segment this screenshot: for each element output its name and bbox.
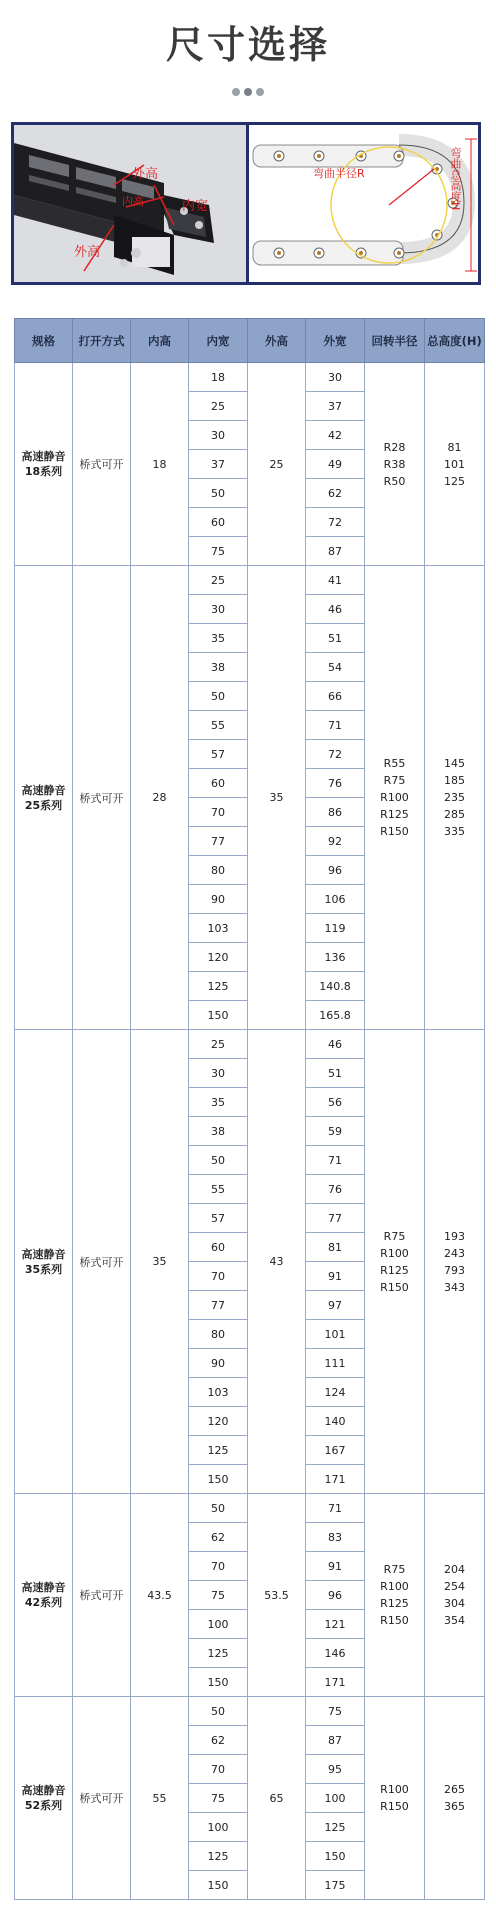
outer-width-cell: 76 (306, 769, 365, 798)
outer-width-cell: 101 (306, 1320, 365, 1349)
total-height-cell (425, 1030, 485, 1494)
total-height-value: 81 (447, 440, 462, 454)
total-height-value: 185 (444, 774, 465, 787)
outer-width-cell: 91 (306, 1262, 365, 1291)
total-height-cell (425, 1697, 485, 1900)
total-height-value: 335 (444, 825, 465, 838)
outer-width-cell: 140.8 (306, 972, 365, 1001)
header-open-type: 打开方式 (73, 319, 131, 363)
outer-height-cell: 53.5 (248, 1494, 306, 1697)
inner-width-cell: 90 (189, 1349, 248, 1378)
outer-width-cell: 54 (306, 653, 365, 682)
size-table (14, 318, 485, 1900)
chain-photo (14, 125, 249, 282)
outer-width-cell: 81 (306, 1233, 365, 1262)
turn-radius-cell (365, 1494, 425, 1697)
outer-width-cell: 87 (306, 1726, 365, 1755)
series-name-line1: 高速静音 (21, 1784, 66, 1797)
turn-radius-cell (365, 1030, 425, 1494)
outer-width-cell: 76 (306, 1175, 365, 1204)
total-height-value: 365 (444, 1800, 465, 1813)
turn-radius-value: R38 (383, 457, 406, 471)
dot-icon (244, 88, 252, 96)
series-name-line1: 高速静音 (21, 1581, 66, 1594)
inner-width-cell: 75 (189, 1581, 248, 1610)
turn-radius-value: R150 (380, 1800, 409, 1813)
inner-width-cell: 125 (189, 1639, 248, 1668)
outer-height-cell: 25 (248, 363, 306, 566)
inner-width-cell: 38 (189, 1117, 248, 1146)
inner-height-cell: 18 (131, 363, 189, 566)
outer-width-cell: 100 (306, 1784, 365, 1813)
inner-width-label: 内宽 (182, 199, 209, 214)
outer-width-cell: 124 (306, 1378, 365, 1407)
total-height-value: 354 (444, 1614, 465, 1627)
total-height-value: 285 (444, 808, 465, 821)
total-height-cell (425, 566, 485, 1030)
inner-width-cell: 50 (189, 1697, 248, 1726)
inner-width-cell: 62 (189, 1523, 248, 1552)
bend-diagram (249, 125, 478, 282)
header-inner-width: 内宽 (189, 319, 248, 363)
outer-width-cell: 75 (306, 1697, 365, 1726)
inner-width-cell: 25 (189, 566, 248, 595)
turn-radius-value: R100 (380, 1783, 409, 1796)
outer-height-label: 外高 (74, 245, 101, 260)
inner-width-cell: 77 (189, 1291, 248, 1320)
total-height-value: 243 (444, 1246, 465, 1260)
outer-width-cell: 86 (306, 798, 365, 827)
outer-width-cell: 171 (306, 1465, 365, 1494)
inner-width-cell: 80 (189, 1320, 248, 1349)
inner-width-cell: 70 (189, 1262, 248, 1291)
inner-width-cell: 57 (189, 740, 248, 769)
outer-width-cell: 37 (306, 392, 365, 421)
turn-radius-value: R150 (380, 1280, 409, 1294)
inner-width-cell: 103 (189, 914, 248, 943)
total-height-cell (425, 1494, 485, 1697)
outer-height-cell: 65 (248, 1697, 306, 1900)
series-name-line1: 高速静音 (21, 450, 66, 463)
open-type-cell: 桥式可开 (73, 1494, 131, 1697)
inner-height-cell: 43.5 (131, 1494, 189, 1697)
inner-width-cell: 30 (189, 1059, 248, 1088)
inner-width-cell: 75 (189, 537, 248, 566)
outer-width-cell: 56 (306, 1088, 365, 1117)
header-spec: 规格 (15, 319, 73, 363)
outer-width-cell: 46 (306, 1030, 365, 1059)
inner-width-cell: 150 (189, 1465, 248, 1494)
inner-width-cell: 25 (189, 392, 248, 421)
turn-radius-cell (365, 1697, 425, 1900)
outer-width-cell: 106 (306, 885, 365, 914)
total-height-value: 793 (444, 1263, 465, 1277)
total-height-value: 101 (444, 457, 465, 471)
inner-width-cell: 75 (189, 1784, 248, 1813)
inner-width-cell: 70 (189, 1755, 248, 1784)
table-row (15, 566, 485, 595)
inner-height-cell: 55 (131, 1697, 189, 1900)
total-height-value: 343 (444, 1280, 465, 1294)
inner-width-cell: 35 (189, 1088, 248, 1117)
series-name-line2: 25系列 (24, 798, 63, 812)
turn-radius-value: R75 (383, 1229, 406, 1243)
outer-width-cell: 59 (306, 1117, 365, 1146)
inner-width-cell: 50 (189, 479, 248, 508)
outer-width-cell: 92 (306, 827, 365, 856)
outer-width-cell: 71 (306, 1494, 365, 1523)
inner-width-cell: 120 (189, 943, 248, 972)
turn-radius-value: R55 (383, 757, 406, 770)
series-name-line2: 42系列 (24, 1596, 63, 1609)
inner-width-cell: 50 (189, 1146, 248, 1175)
outer-width-cell: 140 (306, 1407, 365, 1436)
outer-width-cell: 125 (306, 1813, 365, 1842)
inner-width-cell: 80 (189, 856, 248, 885)
outer-width-cell: 146 (306, 1639, 365, 1668)
open-type-cell: 桥式可开 (73, 566, 131, 1030)
turn-radius-value: R28 (383, 440, 406, 454)
total-height-cell (425, 363, 485, 566)
outer-width-cell: 167 (306, 1436, 365, 1465)
turn-radius-value: R125 (380, 1263, 409, 1277)
total-height-value: 145 (444, 757, 465, 770)
inner-width-cell: 55 (189, 711, 248, 740)
outer-width-cell: 165.8 (306, 1001, 365, 1030)
outer-width-cell: 136 (306, 943, 365, 972)
inner-width-cell: 57 (189, 1204, 248, 1233)
table-row (15, 1697, 485, 1726)
total-height-value: 204 (444, 1563, 465, 1576)
inner-width-cell: 37 (189, 450, 248, 479)
size-table-wrap (14, 318, 484, 1900)
inner-width-cell: 55 (189, 1175, 248, 1204)
outer-width-cell: 72 (306, 508, 365, 537)
outer-width-cell: 66 (306, 682, 365, 711)
series-cell (15, 1030, 73, 1494)
outer-width-cell: 83 (306, 1523, 365, 1552)
inner-width-cell: 70 (189, 1552, 248, 1581)
inner-width-cell: 125 (189, 1436, 248, 1465)
outer-width-cell: 111 (306, 1349, 365, 1378)
series-cell (15, 363, 73, 566)
open-type-cell: 桥式可开 (73, 1030, 131, 1494)
outer-width-cell: 51 (306, 1059, 365, 1088)
inner-width-cell: 35 (189, 624, 248, 653)
outer-width-cell: 71 (306, 1146, 365, 1175)
outer-width-cell: 51 (306, 624, 365, 653)
outer-height-cell: 43 (248, 1030, 306, 1494)
inner-height-cell: 28 (131, 566, 189, 1030)
total-height-value: 265 (444, 1783, 465, 1796)
total-height-label: 弯曲总高度H (449, 147, 462, 211)
inner-width-cell: 60 (189, 508, 248, 537)
inner-width-cell: 30 (189, 595, 248, 624)
inner-width-cell: 25 (189, 1030, 248, 1059)
header-outer-width: 外宽 (306, 319, 365, 363)
outer-width-cell: 175 (306, 1871, 365, 1900)
table-row (15, 1494, 485, 1523)
bend-radius-label: 弯曲半径R (313, 167, 365, 180)
turn-radius-value: R150 (380, 1614, 409, 1627)
header-inner-height: 内高 (131, 319, 189, 363)
header-turn-radius: 回转半径 (365, 319, 425, 363)
outer-width-cell: 171 (306, 1668, 365, 1697)
outer-width-cell: 91 (306, 1552, 365, 1581)
inner-width-cell: 62 (189, 1726, 248, 1755)
inner-width-cell: 18 (189, 363, 248, 392)
series-name-line2: 52系列 (24, 1799, 63, 1812)
turn-radius-cell (365, 363, 425, 566)
turn-radius-value: R100 (380, 1246, 409, 1260)
inner-width-cell: 50 (189, 1494, 248, 1523)
outer-width-cell: 119 (306, 914, 365, 943)
inner-width-cell: 100 (189, 1610, 248, 1639)
drag-chain-diagram (11, 122, 481, 285)
outer-width-cell: 150 (306, 1842, 365, 1871)
outer-width-cell: 46 (306, 595, 365, 624)
inner-width-cell: 60 (189, 1233, 248, 1262)
series-cell (15, 1697, 73, 1900)
header-outer-height: 外高 (248, 319, 306, 363)
series-name-line1: 高速静音 (21, 783, 66, 797)
inner-width-cell: 30 (189, 421, 248, 450)
turn-radius-value: R150 (380, 825, 409, 838)
inner-width-cell: 50 (189, 682, 248, 711)
inner-height-cell: 35 (131, 1030, 189, 1494)
header-total-height: 总高度(H) (425, 319, 485, 363)
inner-width-cell: 150 (189, 1668, 248, 1697)
turn-radius-value: R125 (380, 1597, 409, 1610)
series-name-line2: 18系列 (24, 465, 63, 478)
outer-width-cell: 96 (306, 856, 365, 885)
inner-width-cell: 125 (189, 972, 248, 1001)
inner-width-cell: 103 (189, 1378, 248, 1407)
total-height-value: 254 (444, 1580, 465, 1593)
bend-illustration (249, 125, 478, 282)
inner-height-label: 内高 (122, 195, 144, 208)
outer-width-cell: 87 (306, 537, 365, 566)
total-height-value: 304 (444, 1597, 465, 1610)
outer-width-cell: 121 (306, 1610, 365, 1639)
page-title: 尺寸选择 (165, 23, 330, 67)
outer-width-cell: 30 (306, 363, 365, 392)
turn-radius-value: R50 (383, 474, 406, 488)
outer-width-cell: 77 (306, 1204, 365, 1233)
total-height-value: 235 (444, 791, 465, 804)
outer-width-cell: 72 (306, 740, 365, 769)
series-cell (15, 1494, 73, 1697)
total-height-value: 125 (444, 474, 465, 488)
inner-width-cell: 70 (189, 798, 248, 827)
inner-width-cell: 38 (189, 653, 248, 682)
turn-radius-cell (365, 566, 425, 1030)
inner-width-cell: 120 (189, 1407, 248, 1436)
turn-radius-value: R75 (383, 774, 406, 787)
table-header-row (15, 319, 485, 363)
series-name-line1: 高速静音 (21, 1247, 66, 1261)
total-height-value: 193 (444, 1229, 465, 1243)
outer-width-cell: 62 (306, 479, 365, 508)
outer-width-cell: 96 (306, 1581, 365, 1610)
turn-radius-value: R125 (380, 808, 409, 821)
open-type-cell: 桥式可开 (73, 363, 131, 566)
outer-width-cell: 49 (306, 450, 365, 479)
inner-width-cell: 77 (189, 827, 248, 856)
outer-width-cell: 71 (306, 711, 365, 740)
turn-radius-value: R100 (380, 1580, 409, 1593)
table-body (15, 363, 485, 1900)
outer-width-cell: 42 (306, 421, 365, 450)
turn-radius-value: R75 (383, 1563, 406, 1576)
title-dots (0, 81, 496, 100)
inner-width-cell: 60 (189, 769, 248, 798)
inner-width-cell: 90 (189, 885, 248, 914)
dot-icon (232, 88, 240, 96)
series-name-line2: 35系列 (24, 1262, 63, 1276)
inner-width-cell: 100 (189, 1813, 248, 1842)
series-cell (15, 566, 73, 1030)
outer-width-cell: 41 (306, 566, 365, 595)
inner-width-cell: 150 (189, 1001, 248, 1030)
outer-height-label-top: 外高 (132, 167, 159, 182)
dot-icon (256, 88, 264, 96)
table-row (15, 1030, 485, 1059)
turn-radius-value: R100 (380, 791, 409, 804)
outer-width-cell: 95 (306, 1755, 365, 1784)
outer-height-cell: 35 (248, 566, 306, 1030)
open-type-cell: 桥式可开 (73, 1697, 131, 1900)
outer-width-cell: 97 (306, 1291, 365, 1320)
table-row (15, 363, 485, 392)
inner-width-cell: 150 (189, 1871, 248, 1900)
inner-width-cell: 125 (189, 1842, 248, 1871)
